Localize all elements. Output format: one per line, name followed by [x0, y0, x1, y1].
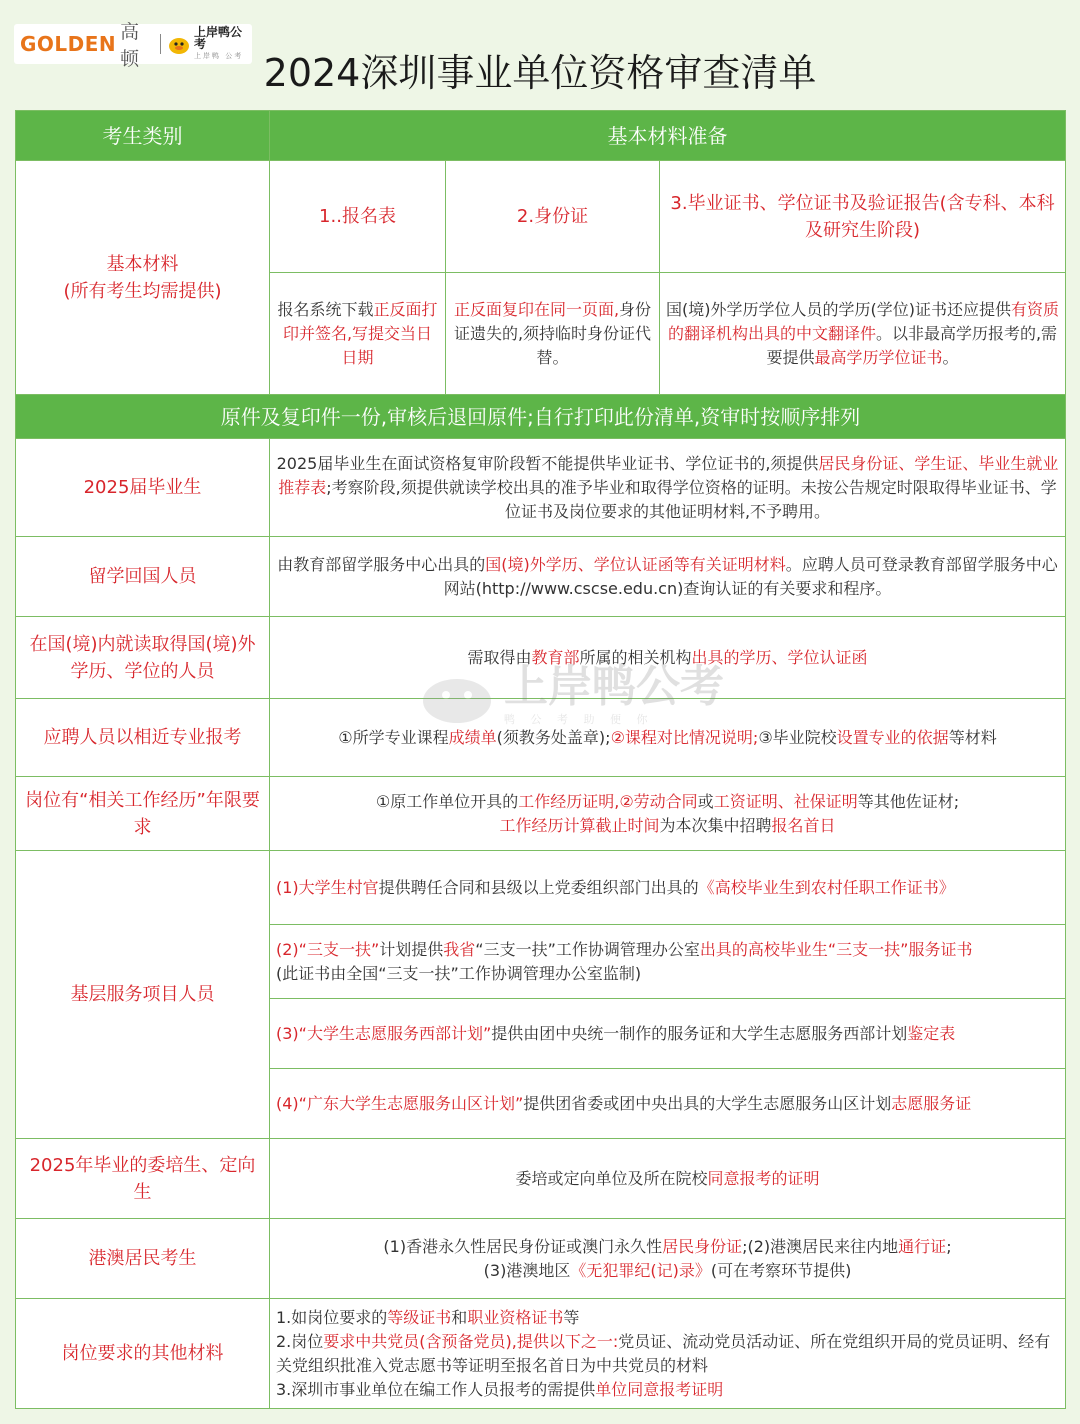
requirement-cell: [270, 439, 1066, 537]
notice-band-row: [16, 395, 1066, 439]
text: 3.深圳市事业单位在编工作人员报考的需提供: [276, 1379, 596, 1399]
highlight: 居民身份证: [662, 1236, 743, 1256]
qualification-table: [15, 110, 1066, 1409]
highlight: 《无犯罪纪(记)录》: [570, 1260, 711, 1280]
requirement-cell: [270, 699, 1066, 777]
highlight: ②课程对比情况说明;: [610, 727, 759, 747]
requirement-cell: [270, 1299, 1066, 1409]
text: 身份证遗失的,须持临时身份证代替。: [453, 299, 652, 367]
table-row: [16, 1139, 1066, 1219]
text: 等其他佐证材;: [857, 791, 960, 811]
header-category: 考生类别: [16, 111, 270, 161]
text: 委培或定向单位及所在院校: [515, 1168, 708, 1188]
text: 。应聘人员可登录教育部留学服务中心网站(http://www.cscse.edu.cn)查询认证的有关要求和程序。: [443, 554, 1058, 598]
table-row: [16, 699, 1066, 777]
requirement-cell: [270, 617, 1066, 699]
basic-category: [16, 161, 270, 395]
table-row: [16, 617, 1066, 699]
highlight: 报名首日: [771, 815, 836, 835]
table-row: [16, 537, 1066, 617]
highlight: 出具的高校毕业生“三支一扶”服务证书: [699, 939, 973, 959]
text: (此证书由全国“三支一扶”工作协调管理办公室监制): [276, 963, 642, 983]
highlight: 职业资格证书: [467, 1307, 564, 1327]
category-cell: 岗位有“相关工作经历”年限要求: [16, 777, 270, 851]
category-cell: 在国(境)内就读取得国(境)外学历、学位的人员: [16, 617, 270, 699]
text: 。: [942, 347, 959, 367]
text: 2025届毕业生在面试资格复审阶段暂不能提供毕业证书、学位证书的,须提供: [276, 453, 819, 473]
highlight: 教育部: [531, 647, 580, 667]
grassroots-item-2: [270, 925, 1066, 999]
highlight: 鉴定表: [907, 1023, 956, 1043]
text: 提供聘任合同和县级以上党委组织部门出具的: [378, 877, 699, 897]
logo-brand-name: 上岸鸭公考: [193, 25, 242, 51]
watermark-subtext: 鸭 公 考 助 便 你: [504, 713, 654, 726]
highlight: 《高校毕业生到农村任职工作证书》: [698, 877, 955, 897]
highlight: 单位同意报考证明: [595, 1379, 724, 1399]
header-materials: 基本材料准备: [270, 111, 1066, 161]
text: 需取得由: [467, 647, 532, 667]
logo-golden: GOLDEN: [20, 32, 117, 56]
table-row: [16, 439, 1066, 537]
requirement-cell: [270, 1219, 1066, 1299]
table-header-row: [16, 111, 1066, 161]
text: ③毕业院校: [758, 727, 837, 747]
highlight: 我省: [443, 939, 476, 959]
text: (可在考察环节提供): [710, 1260, 852, 1280]
highlight: 工资证明、社保证明: [713, 791, 858, 811]
highlight: 要求中共党员(含预备党员),提供以下之一:: [323, 1331, 619, 1351]
text: “三支一扶”工作协调管理办公室: [475, 939, 700, 959]
grassroots-category: 基层服务项目人员: [16, 851, 270, 1139]
watermark-text: 上岸鸭公考: [504, 661, 724, 712]
highlight: 有资质的翻译机构出具的中文翻译件: [667, 299, 1059, 343]
requirement-cell: [270, 1139, 1066, 1219]
text: (1)香港永久性居民身份证或澳门永久性: [383, 1236, 663, 1256]
table-row: [16, 1219, 1066, 1299]
category-cell: 港澳居民考生: [16, 1219, 270, 1299]
highlight: (4)“广东大学生志愿服务山区计划”: [276, 1093, 524, 1113]
grassroots-item-4: [270, 1069, 1066, 1139]
highlight: (2)“三支一扶”: [276, 939, 380, 959]
basic-label-sub: (所有考生均需提供): [63, 280, 222, 302]
highlight: 等级证书: [387, 1307, 452, 1327]
text: 国(境)外学历学位人员的学历(学位)证书还应提供: [666, 299, 1011, 319]
highlight: 工作经历计算截止时间: [499, 815, 660, 835]
text: (须教务处盖章);: [496, 727, 611, 747]
category-cell: 应聘人员以相近专业报考: [16, 699, 270, 777]
highlight: 正反面打印并签名,写提交当日日期: [282, 299, 438, 367]
registration-form-desc: [270, 273, 446, 395]
highlight: ②劳动合同: [619, 791, 698, 811]
text: 等材料: [948, 727, 997, 747]
text: 2.岗位: [276, 1331, 324, 1351]
registration-form-title: 1..报名表: [270, 161, 446, 273]
highlight: 成绩单: [448, 727, 497, 747]
highlight: 工作经历证明,: [518, 791, 620, 811]
diploma-title: 3.毕业证书、学位证书及验证报告(含专科、本科及研究生阶段): [660, 161, 1066, 273]
highlight: 志愿服务证: [891, 1093, 972, 1113]
category-cell: 2025年毕业的委培生、定向生: [16, 1139, 270, 1219]
text: ①所学专业课程: [338, 727, 449, 747]
category-cell: 留学回国人员: [16, 537, 270, 617]
notice-band: 原件及复印件一份,审核后退回原件;自行打印此份清单,资审时按顺序排列: [16, 395, 1066, 439]
highlight: 通行证: [898, 1236, 947, 1256]
text: 等: [563, 1307, 580, 1327]
highlight: 居民身份证、学生证、毕业生就业推荐表: [278, 453, 1059, 497]
basic-title-row: [16, 161, 1066, 273]
text: 提供团省委或团中央出具的大学生志愿服务山区计划: [523, 1093, 892, 1113]
id-card-desc: [446, 273, 660, 395]
text: 为本次集中招聘: [659, 815, 772, 835]
requirement-cell: [270, 537, 1066, 617]
text: (3)港澳地区: [483, 1260, 571, 1280]
text: 提供由团中央统一制作的服务证和大学生志愿服务西部计划: [491, 1023, 908, 1043]
table-row: [16, 851, 1066, 925]
text: 或: [697, 791, 714, 811]
text: 党员证、流动党员活动证、所在党组织开局的党员证明、经有关党组织批准入党志愿书等证明至报名首日为中共党员的材料: [276, 1331, 1051, 1375]
text: 由教育部留学服务中心出具的: [277, 554, 486, 574]
grassroots-item-1: [270, 851, 1066, 925]
highlight: 设置专业的依据: [836, 727, 949, 747]
grassroots-item-3: [270, 999, 1066, 1069]
logo-brand-sub: 上岸鸭 公考: [193, 52, 244, 60]
text: ①原工作单位开具的: [375, 791, 519, 811]
highlight: 最高学历学位证书: [814, 347, 943, 367]
highlight: 国(境)外学历、学位认证函等有关证明材料: [485, 554, 786, 574]
text: 所属的相关机构: [579, 647, 692, 667]
highlight: 出具的学历、学位认证函: [691, 647, 868, 667]
text: 计划提供: [379, 939, 444, 959]
highlight: 同意报考的证明: [707, 1168, 820, 1188]
highlight: (3)“大学生志愿服务西部计划”: [276, 1023, 492, 1043]
requirement-cell: [270, 777, 1066, 851]
highlight: (1)大学生村官: [276, 877, 379, 897]
table-row: [16, 1299, 1066, 1409]
text: ;考察阶段,须提供就读学校出具的准予毕业和取得学位资格的证明。未按公告规定时限取得毕业证书、学位证书及岗位要求的其他证明材料,不予聘用。: [326, 477, 1057, 521]
table-row: [16, 777, 1066, 851]
page-title: 2024深圳事业单位资格审查清单: [263, 51, 817, 95]
category-cell: 岗位要求的其他材料: [16, 1299, 270, 1409]
highlight: 正反面复印在同一页面,: [453, 299, 620, 319]
diploma-desc: [660, 273, 1066, 395]
text: 和: [451, 1307, 468, 1327]
logo-gaodun: 高顿: [120, 21, 140, 70]
text: 。以非最高学历报考的,需要提供: [766, 323, 1058, 367]
id-card-title: 2.身份证: [446, 161, 660, 273]
text: 报名系统下载: [277, 299, 374, 319]
text: ;: [946, 1236, 952, 1256]
basic-label: 基本材料: [106, 253, 179, 275]
text: 1.如岗位要求的: [276, 1307, 388, 1327]
category-cell: 2025届毕业生: [16, 439, 270, 537]
text: ;(2)港澳居民来往内地: [742, 1236, 899, 1256]
